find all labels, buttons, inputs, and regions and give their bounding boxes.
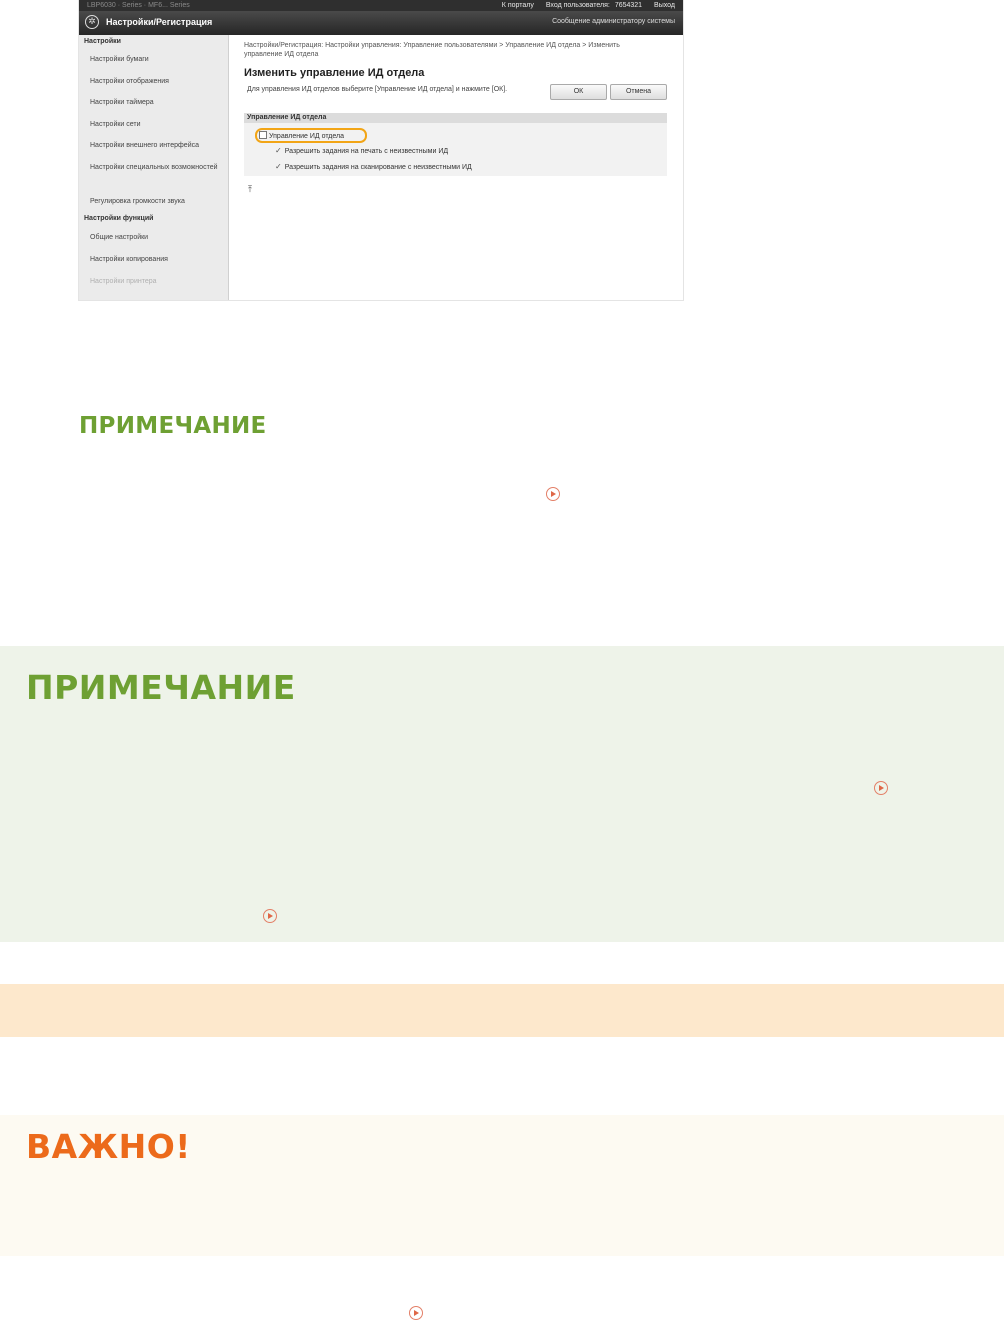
page-heading: Изменить управление ИД отдела [244, 67, 425, 79]
sidebar-item-accessibility[interactable]: Настройки специальных возможностей [90, 164, 218, 171]
check-icon[interactable]: ✓ [275, 162, 282, 171]
login-user-label: Вход пользователя: [545, 2, 610, 9]
cancel-button[interactable]: Отмена [610, 84, 667, 100]
highlight-ring [255, 128, 367, 143]
admin-message-link[interactable]: Сообщение администратору системы [552, 18, 675, 25]
sidebar-group-function-settings: Настройки функций [84, 215, 154, 222]
allow-print-label: Разрешить задания на печать с неизвестными ИД [284, 148, 449, 155]
link-arrow-icon[interactable] [546, 487, 560, 501]
link-arrow-icon[interactable] [263, 909, 277, 923]
ui-title-bar [79, 11, 683, 35]
to-top-icon[interactable]: ⤒ [248, 184, 252, 194]
important-heading: ВАЖНО! [26, 1127, 191, 1166]
sidebar-group-settings: Настройки [84, 38, 121, 45]
note-box-heading: ПРИМЕЧАНИЕ [26, 668, 296, 707]
login-user-id: 7654321 [614, 2, 643, 9]
ui-sidebar [79, 35, 229, 300]
allow-scan-label: Разрешить задания на сканирование с неизвестными ИД [284, 164, 472, 171]
check-icon[interactable]: ✓ [275, 146, 282, 155]
note-heading: ПРИМЕЧАНИЕ [79, 413, 267, 439]
sidebar-item-external-interface[interactable]: Настройки внешнего интерфейса [90, 142, 200, 149]
ui-top-bar [79, 0, 683, 11]
manage-dept-id-label: Управление ИД отдела [269, 133, 345, 140]
sidebar-item-printer[interactable]: Настройки принтера [90, 278, 157, 285]
allow-scan-option[interactable] [275, 162, 472, 171]
sidebar-item-common[interactable]: Общие настройки [90, 234, 149, 241]
remote-ui-screenshot [79, 0, 683, 300]
device-name: LBP6030 · Series · MF6... Series [87, 2, 190, 9]
link-arrow-icon[interactable] [874, 781, 888, 795]
section-heading: Управление ИД отдела [244, 113, 667, 123]
link-arrow-icon[interactable] [409, 1306, 423, 1320]
sidebar-item-volume[interactable]: Регулировка громкости звука [90, 198, 185, 205]
allow-print-option[interactable] [275, 146, 448, 155]
sidebar-item-timer[interactable]: Настройки таймера [90, 99, 154, 106]
settings-logo-icon: ✲ [85, 15, 99, 29]
sidebar-item-display[interactable]: Настройки отображения [90, 78, 169, 85]
logout-link[interactable]: Выход [654, 2, 675, 9]
sidebar-item-network[interactable]: Настройки сети [90, 121, 141, 128]
breadcrumb: Настройки/Регистрация: Настройки управления: Управление пользователями > Управление ИД отдела > Изменить управление ИД отдела [244, 42, 620, 58]
page-description: Для управления ИД отделов выберите [Управление ИД отдела] и нажмите [ОК]. [247, 86, 508, 93]
ok-button[interactable]: ОК [550, 84, 607, 100]
sidebar-item-paper[interactable]: Настройки бумаги [90, 56, 149, 63]
app-title: Настройки/Регистрация [106, 17, 213, 27]
top-links [492, 0, 675, 11]
orange-band [0, 984, 1004, 1037]
sidebar-item-copy[interactable]: Настройки копирования [90, 256, 168, 263]
portal-link[interactable]: К порталу [501, 2, 534, 9]
